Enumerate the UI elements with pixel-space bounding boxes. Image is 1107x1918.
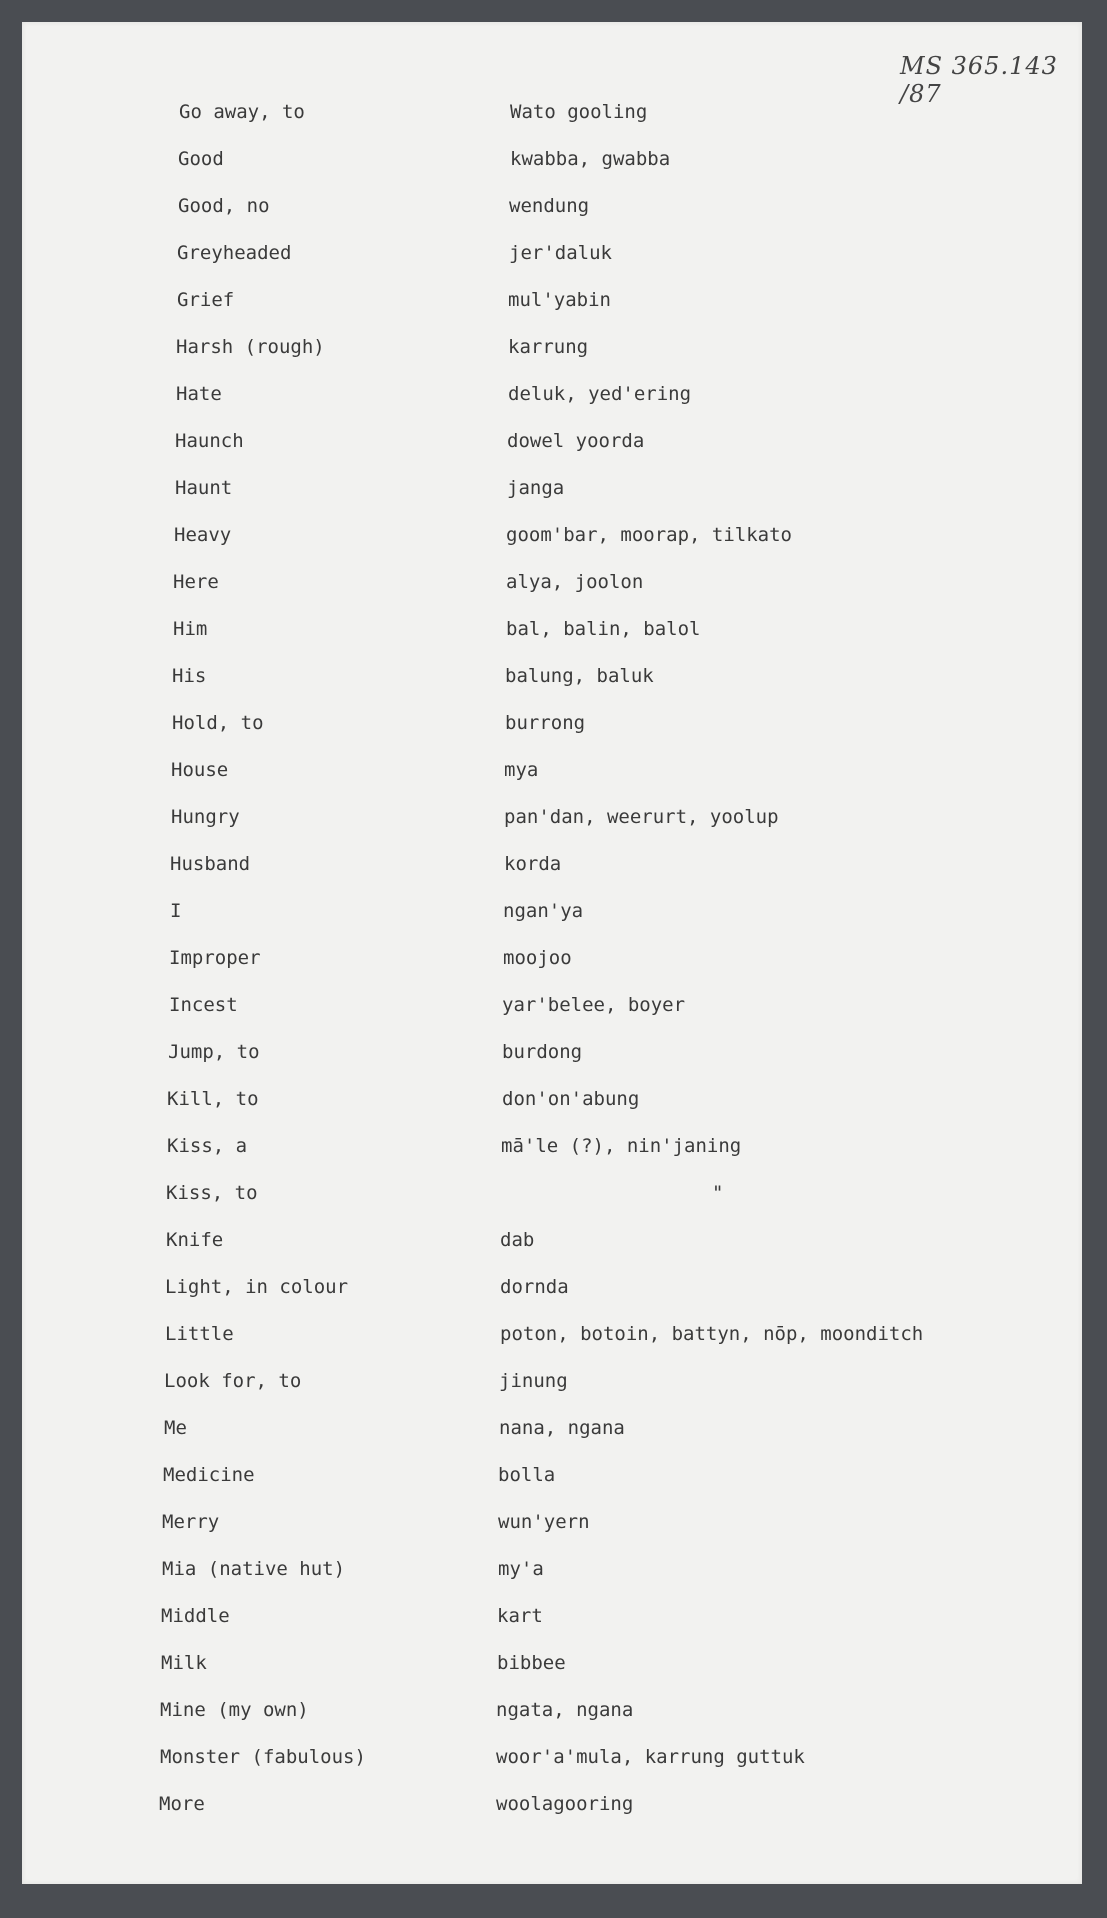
entry-term: Hungry [171,806,240,828]
entry-definition: dab [500,1229,535,1251]
list-item [22,899,1082,946]
entry-term: Light, in colour [165,1276,349,1298]
list-item [22,523,1082,570]
entry-definition: kwabba, gwabba [510,148,671,170]
entry-term: Jump, to [168,1041,260,1063]
list-item [22,570,1082,617]
entry-term: Look for, to [164,1370,302,1392]
list-item [22,1745,1082,1792]
entry-definition: goom'bar, moorap, tilkato [506,524,792,546]
entry-definition: ngan'ya [503,900,584,922]
list-item [22,1557,1082,1604]
list-item [22,1463,1082,1510]
list-item [22,288,1082,335]
entry-definition: my'a [498,1558,544,1580]
entry-definition: nana, ngana [499,1417,625,1439]
entry-definition: bibbee [497,1652,566,1674]
list-item [22,476,1082,523]
entry-definition: mya [504,759,539,781]
entry-definition: kart [497,1605,543,1627]
entry-definition: mul'yabin [508,289,611,311]
entry-definition: poton, botoin, battyn, nōp, moonditch [500,1323,924,1345]
entry-term: Grief [177,289,235,311]
list-item [22,1416,1082,1463]
entry-term: Me [164,1417,187,1439]
entry-definition: balung, baluk [505,665,654,687]
list-item [22,805,1082,852]
entry-term: Haunt [175,477,233,499]
entry-term: Haunch [175,430,244,452]
list-item [22,147,1082,194]
document-page [22,22,1082,1884]
entry-definition: jinung [499,1370,568,1392]
entry-term: Husband [170,853,251,875]
list-item [22,335,1082,382]
entry-term: Monster (fabulous) [160,1746,366,1768]
entry-definition: alya, joolon [506,571,644,593]
entry-term: Improper [169,947,261,969]
list-item [22,946,1082,993]
entry-definition: karrung [508,336,589,358]
entry-definition: woolagooring [496,1793,634,1815]
entry-term: Knife [166,1229,224,1251]
list-item [22,1369,1082,1416]
entry-definition: deluk, yed'ering [508,383,692,405]
entry-definition: woor'a'mula, karrung guttuk [496,1746,805,1768]
entry-definition: bal, balin, balol [506,618,701,640]
entry-term: Heavy [174,524,232,546]
entry-term: Go away, to [179,101,305,123]
entry-definition: wun'yern [498,1511,590,1533]
list-item [22,429,1082,476]
entry-term: His [172,665,207,687]
entry-definition: Wato gooling [510,101,648,123]
list-item [22,100,1082,147]
list-item [22,1040,1082,1087]
entry-definition: ngata, ngana [496,1699,634,1721]
list-item [22,1698,1082,1745]
entry-definition: dornda [500,1276,569,1298]
entry-term: Hate [176,383,222,405]
list-item [22,1604,1082,1651]
list-item [22,1087,1082,1134]
list-item [22,993,1082,1040]
entry-definition: mā'le (?), nin'janing [501,1135,742,1157]
entry-term: House [171,759,229,781]
list-item [22,1275,1082,1322]
list-item [22,852,1082,899]
entry-term: Little [165,1323,234,1345]
entry-term: Kiss, a [167,1135,248,1157]
entry-term: Good [178,148,224,170]
entry-definition: janga [507,477,565,499]
entry-definition: dowel yoorda [507,430,645,452]
list-item [22,1228,1082,1275]
manuscript-reference: MS 365.143 /87 [900,52,1058,108]
entry-term: Kiss, to [166,1182,258,1204]
entry-term: Kill, to [167,1088,259,1110]
list-item [22,711,1082,758]
list-item [22,1181,1082,1228]
list-item [22,241,1082,288]
entry-term: Medicine [163,1464,255,1486]
entry-term: Merry [162,1511,220,1533]
entry-term: Mia (native hut) [162,1558,346,1580]
entry-term: Incest [169,994,238,1016]
entry-definition: bolla [498,1464,556,1486]
entry-definition: burrong [505,712,586,734]
list-item [22,382,1082,429]
entry-term: Middle [161,1605,230,1627]
entry-term: I [170,900,182,922]
entry-term: Mine (my own) [160,1699,309,1721]
entry-term: More [159,1793,205,1815]
entry-definition: korda [504,853,562,875]
entry-term: Milk [161,1652,207,1674]
list-item [22,1651,1082,1698]
entry-term: Him [173,618,208,640]
entry-definition: jer'daluk [509,242,612,264]
entry-definition: moojoo [503,947,572,969]
list-item [22,1510,1082,1557]
entry-definition: pan'dan, weerurt, yoolup [504,806,779,828]
entry-definition: wendung [509,195,590,217]
list-item [22,1322,1082,1369]
entry-term: Good, no [178,195,270,217]
list-item [22,758,1082,805]
list-item [22,664,1082,711]
entry-definition: don'on'abung [502,1088,640,1110]
word-list [22,100,1082,1839]
entry-term: Hold, to [172,712,264,734]
entry-definition: yar'belee, boyer [502,994,686,1016]
entry-term: Greyheaded [177,242,292,264]
list-item [22,1792,1082,1839]
entry-term: Harsh (rough) [176,336,325,358]
entry-definition: burdong [502,1041,583,1063]
entry-definition: " [712,1182,724,1204]
list-item [22,194,1082,241]
list-item [22,1134,1082,1181]
list-item [22,617,1082,664]
entry-term: Here [173,571,219,593]
